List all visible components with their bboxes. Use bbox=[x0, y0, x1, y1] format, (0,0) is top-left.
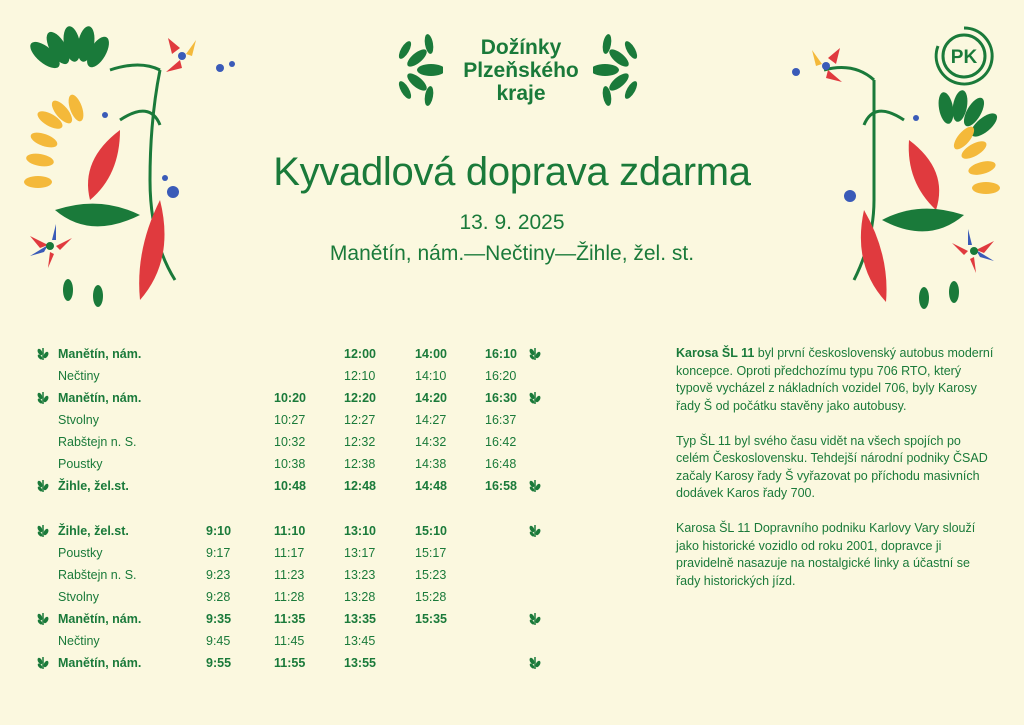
timetable-row bbox=[0, 586, 560, 608]
stop-name: Manětín, nám. bbox=[58, 612, 142, 626]
sprig-marker-icon bbox=[36, 612, 50, 626]
departure-time: 10:48 bbox=[274, 479, 306, 493]
departure-time: 13:35 bbox=[344, 612, 376, 626]
departure-time: 9:10 bbox=[206, 524, 232, 538]
page-title: Kyvadlová doprava zdarma bbox=[273, 150, 751, 194]
stop-name: Manětín, nám. bbox=[58, 656, 142, 670]
logo-line-2: Plzeňského bbox=[463, 59, 579, 82]
departure-time: 16:58 bbox=[485, 479, 517, 493]
departure-time: 14:38 bbox=[415, 457, 447, 471]
departure-time: 15:28 bbox=[415, 590, 447, 604]
departure-time: 16:48 bbox=[485, 457, 517, 471]
departure-time: 14:48 bbox=[415, 479, 447, 493]
pk-badge-text: PK bbox=[950, 47, 978, 68]
dozinky-logo bbox=[393, 30, 643, 112]
stop-name: Žihle, žel.st. bbox=[58, 524, 129, 538]
sprig-marker-icon bbox=[36, 524, 50, 538]
stop-name: Poustky bbox=[58, 546, 103, 560]
timetable-row bbox=[0, 453, 560, 475]
departure-time: 13:45 bbox=[344, 634, 376, 648]
departure-time: 11:23 bbox=[274, 568, 305, 582]
info-paragraph-3: Karosa ŠL 11 Dopravního podniku Karlovy Vary slouží jako historické vozidlo od roku 2001, dopravce ji pravidelně nasazuje na nostalgické linky a účastní se řady historických jízd. bbox=[676, 521, 976, 588]
departure-time: 11:17 bbox=[274, 546, 305, 560]
departure-time: 10:27 bbox=[274, 413, 306, 427]
timetable-row bbox=[0, 409, 560, 431]
sprig-marker-icon bbox=[528, 391, 542, 405]
departure-time: 13:10 bbox=[344, 524, 376, 538]
departure-time: 13:55 bbox=[344, 656, 376, 670]
timetable-row bbox=[0, 520, 560, 542]
departure-time: 10:38 bbox=[274, 457, 306, 471]
timetable-row bbox=[0, 365, 560, 387]
stop-name: Nečtiny bbox=[58, 369, 100, 383]
stop-name: Rabštejn n. S. bbox=[58, 435, 137, 449]
sprig-marker-icon bbox=[528, 612, 542, 626]
sprig-marker-icon bbox=[36, 391, 50, 405]
departure-time: 16:37 bbox=[485, 413, 517, 427]
departure-time: 12:27 bbox=[344, 413, 376, 427]
departure-time: 9:55 bbox=[206, 656, 232, 670]
departure-time: 10:20 bbox=[274, 391, 306, 405]
logo-line-3: kraje bbox=[496, 82, 546, 105]
sprig-marker-icon bbox=[36, 656, 50, 670]
departure-time: 11:55 bbox=[274, 656, 306, 670]
departure-time: 12:38 bbox=[344, 457, 376, 471]
timetable-row bbox=[0, 343, 560, 365]
sprig-marker-icon bbox=[528, 656, 542, 670]
info-text bbox=[676, 345, 996, 608]
logo-line-1: Dožínky bbox=[480, 36, 562, 59]
sprig-marker-icon bbox=[36, 479, 50, 493]
departure-time: 13:23 bbox=[344, 568, 376, 582]
event-date: 13. 9. 2025 bbox=[459, 211, 565, 234]
departure-time: 9:28 bbox=[206, 590, 231, 604]
departure-time: 11:10 bbox=[274, 524, 306, 538]
timetable-row bbox=[0, 475, 560, 497]
departure-time: 14:10 bbox=[415, 369, 447, 383]
timetable-row bbox=[0, 608, 560, 630]
stop-name: Nečtiny bbox=[58, 634, 100, 648]
departure-time: 15:23 bbox=[415, 568, 447, 582]
stop-name: Manětín, nám. bbox=[58, 391, 142, 405]
departure-time: 14:32 bbox=[415, 435, 447, 449]
info-paragraph-1-text: byl první československý autobus moderní koncepce. Oproti předchozímu typu 706 RTO, který typově vycházel z nákladních vozidel 706, byly Karosy řady Š od počátku stavěny jako autobusy. bbox=[676, 346, 994, 413]
departure-time: 11:35 bbox=[274, 612, 306, 626]
leaf-sprig-left-icon bbox=[393, 30, 443, 110]
stop-name: Stvolny bbox=[58, 590, 99, 604]
timetable-row bbox=[0, 387, 560, 409]
info-paragraph-2: Typ ŠL 11 byl svého času vidět na všech spojích po celém Československu. Tehdejší národní podniky ČSAD začaly Karosy řady Š vyřazovat po příchodu masivních dodávek Karos řady 700. bbox=[676, 433, 988, 500]
departure-time: 12:20 bbox=[344, 391, 376, 405]
info-bus-name: Karosa ŠL 11 bbox=[676, 346, 755, 360]
stop-name: Žihle, žel.st. bbox=[58, 479, 129, 493]
stop-name: Rabštejn n. S. bbox=[58, 568, 137, 582]
departure-time: 13:28 bbox=[344, 590, 376, 604]
timetable-row bbox=[0, 652, 560, 674]
route-description: Manětín, nám.—Nečtiny—Žihle, žel. st. bbox=[329, 242, 695, 265]
departure-time: 13:17 bbox=[344, 546, 376, 560]
departure-time: 11:28 bbox=[274, 590, 305, 604]
leaf-sprig-right-icon bbox=[593, 30, 643, 110]
departure-time: 15:10 bbox=[415, 524, 447, 538]
departure-time: 16:20 bbox=[485, 369, 517, 383]
timetable-row bbox=[0, 564, 560, 586]
departure-time: 12:32 bbox=[344, 435, 376, 449]
departure-time: 9:45 bbox=[206, 634, 231, 648]
stop-name: Manětín, nám. bbox=[58, 347, 142, 361]
info-paragraph-1 bbox=[676, 345, 996, 415]
pk-badge-logo bbox=[932, 24, 996, 88]
departure-time: 16:30 bbox=[485, 391, 517, 405]
stop-name: Stvolny bbox=[58, 413, 99, 427]
departure-time: 10:32 bbox=[274, 435, 306, 449]
departure-time: 9:35 bbox=[206, 612, 232, 626]
departure-time: 11:45 bbox=[274, 634, 305, 648]
departure-time: 12:48 bbox=[344, 479, 376, 493]
departure-time: 14:00 bbox=[415, 347, 447, 361]
timetable-row bbox=[0, 630, 560, 652]
sprig-marker-icon bbox=[528, 524, 542, 538]
departure-time: 14:20 bbox=[415, 391, 447, 405]
departure-time: 12:00 bbox=[344, 347, 376, 361]
departure-time: 9:23 bbox=[206, 568, 231, 582]
timetable-row bbox=[0, 431, 560, 453]
departure-time: 15:17 bbox=[415, 546, 447, 560]
sprig-marker-icon bbox=[528, 347, 542, 361]
departure-time: 16:10 bbox=[485, 347, 517, 361]
timetable-row bbox=[0, 542, 560, 564]
departure-time: 12:10 bbox=[344, 369, 376, 383]
departure-time: 14:27 bbox=[415, 413, 447, 427]
departure-time: 15:35 bbox=[415, 612, 447, 626]
sprig-marker-icon bbox=[36, 347, 50, 361]
stop-name: Poustky bbox=[58, 457, 103, 471]
logo-text bbox=[451, 36, 591, 105]
departure-time: 16:42 bbox=[485, 435, 517, 449]
sprig-marker-icon bbox=[528, 479, 542, 493]
departure-time: 9:17 bbox=[206, 546, 231, 560]
